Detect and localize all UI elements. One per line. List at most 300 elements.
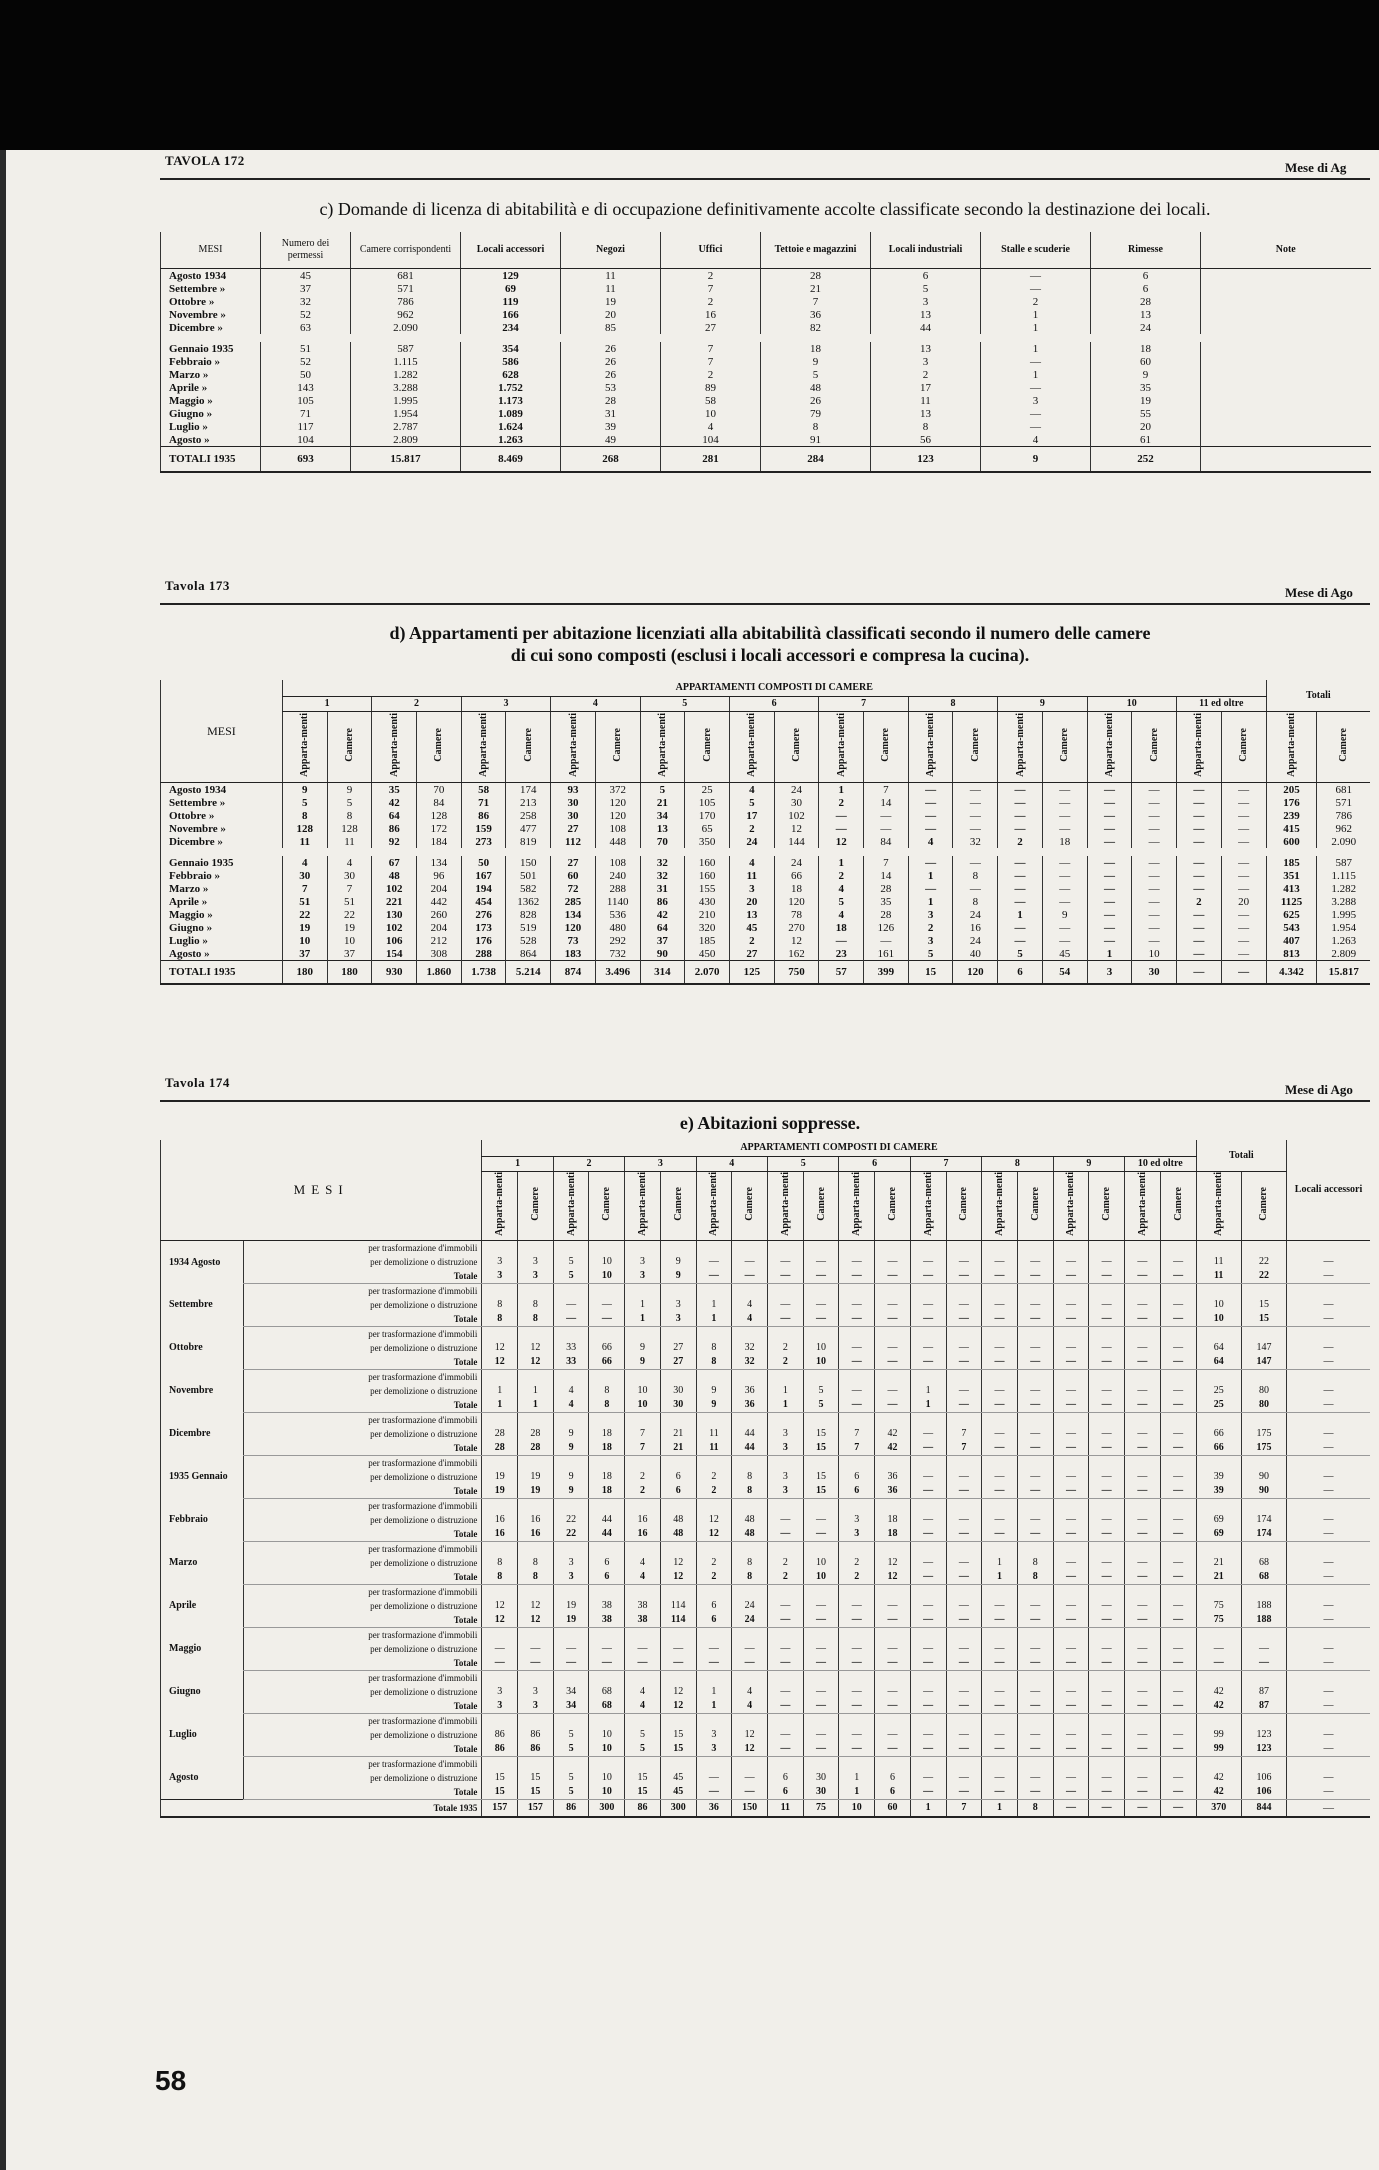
table-cell: — xyxy=(1017,1513,1053,1527)
row-description: Totale xyxy=(244,1613,482,1628)
table-cell: — xyxy=(1125,1742,1161,1757)
table-cell: 288 xyxy=(595,882,640,895)
month-label: Maggio xyxy=(161,1627,244,1670)
table-row xyxy=(161,282,1371,295)
table-cell: 1 xyxy=(819,856,864,869)
table-cell: 11 xyxy=(729,869,774,882)
table-cell: 23 xyxy=(819,947,864,961)
table-cell xyxy=(696,1713,732,1728)
table-cell: 20 xyxy=(561,308,661,321)
table-cell: 65 xyxy=(685,822,730,835)
table-row xyxy=(161,1728,1371,1742)
table-cell xyxy=(518,1584,554,1599)
table-cell xyxy=(1160,1713,1196,1728)
subheader-label: Camere xyxy=(815,1187,827,1221)
table-cell: 12 xyxy=(482,1355,518,1370)
table-cell xyxy=(518,1412,554,1427)
table-cell xyxy=(767,1541,803,1556)
table-cell: 50 xyxy=(461,856,506,869)
table-cell: 161 xyxy=(864,947,909,961)
month-total-row xyxy=(161,1398,1371,1413)
table-cell: 96 xyxy=(417,869,462,882)
table-cell: 12 xyxy=(875,1570,911,1585)
table-cell: 10 xyxy=(589,1771,625,1785)
table-cell: 9 xyxy=(553,1470,589,1484)
table-cell xyxy=(660,1326,696,1341)
month-total-row xyxy=(161,1656,1371,1671)
table-cell: 450 xyxy=(685,947,730,961)
subheader-label: Apparta-menti xyxy=(925,713,937,777)
table-cell: 18 xyxy=(589,1427,625,1441)
table-cell: — xyxy=(1160,1685,1196,1699)
table-cell xyxy=(660,1713,696,1728)
table-cell: — xyxy=(1089,1427,1125,1441)
table-cell: — xyxy=(982,1599,1018,1613)
table-cell: — xyxy=(1160,1513,1196,1527)
table-cell: — xyxy=(1160,1613,1196,1628)
table-cell: 30 xyxy=(660,1398,696,1413)
row-description: per trasformazione d'immobili xyxy=(244,1455,482,1470)
table-cell: 9 xyxy=(553,1427,589,1441)
table-cell: 130 xyxy=(372,908,417,921)
table-cell xyxy=(1053,1369,1089,1384)
table-cell: 11 xyxy=(696,1441,732,1456)
table-cell: 75 xyxy=(1196,1613,1241,1628)
table-cell xyxy=(839,1756,875,1771)
table-cell: 37 xyxy=(261,282,351,295)
table-cell: — xyxy=(839,1312,875,1327)
table-cell: 123 xyxy=(1241,1742,1286,1757)
table-cell xyxy=(1196,1627,1241,1642)
table-cell: 28 xyxy=(1091,295,1201,308)
total-cell: 15.817 xyxy=(1317,961,1370,985)
table-cell: 12 xyxy=(696,1527,732,1542)
table-cell: 32 xyxy=(732,1341,768,1355)
table-cell: — xyxy=(982,1470,1018,1484)
table-cell: 5 xyxy=(819,895,864,908)
table-cell: — xyxy=(982,1441,1018,1456)
table-cell: 4 xyxy=(625,1699,661,1714)
table-cell xyxy=(1089,1713,1125,1728)
table-cell: — xyxy=(982,1255,1018,1269)
table-cell: — xyxy=(1125,1685,1161,1699)
total-cell: 399 xyxy=(864,961,909,985)
subheader-label: Apparta-menti xyxy=(299,713,311,777)
table-cell: 3 xyxy=(767,1470,803,1484)
table-cell: — xyxy=(1017,1441,1053,1456)
table-cell: 9 xyxy=(327,783,372,797)
locali-accessori-cell: — xyxy=(1287,1799,1370,1817)
table-cell: 1 xyxy=(908,895,953,908)
table-cell: 12 xyxy=(518,1613,554,1628)
table-cell: — xyxy=(875,1699,911,1714)
table-cell: 2 xyxy=(767,1355,803,1370)
locali-accessori-cell xyxy=(1287,1713,1370,1728)
row-description: Totale xyxy=(244,1312,482,1327)
rooms-subheader xyxy=(1160,1172,1196,1241)
table-cell: 31 xyxy=(640,882,685,895)
table-cell xyxy=(1196,1584,1241,1599)
table-cell: 19 xyxy=(561,295,661,308)
table-cell xyxy=(839,1498,875,1513)
table-cell: 10 xyxy=(661,407,761,420)
table-cell xyxy=(875,1412,911,1427)
table-cell: — xyxy=(875,1398,911,1413)
table-cell: 5 xyxy=(803,1384,839,1398)
table-cell: — xyxy=(1132,934,1177,947)
table-cell xyxy=(1160,1326,1196,1341)
row-label: Novembre » xyxy=(161,822,283,835)
subheader-label: Camere xyxy=(744,1187,756,1221)
table-cell xyxy=(875,1541,911,1556)
group-number: 1 xyxy=(482,1157,553,1172)
table-cell xyxy=(910,1627,946,1642)
rooms-subheader xyxy=(946,1172,982,1241)
table-cell: 587 xyxy=(1317,856,1370,869)
table-cell: 128 xyxy=(327,822,372,835)
table-cell: — xyxy=(1132,856,1177,869)
table-cell: 24 xyxy=(732,1613,768,1628)
table-cell: 8 xyxy=(953,869,998,882)
table-cell: 48 xyxy=(732,1513,768,1527)
table-cell: 71 xyxy=(461,796,506,809)
table-cell xyxy=(1017,1455,1053,1470)
table-cell: 18 xyxy=(761,342,871,355)
table-cell: 5 xyxy=(871,282,981,295)
table-cell xyxy=(982,1670,1018,1685)
table-cell: 129 xyxy=(461,269,561,283)
table-cell: 13 xyxy=(1091,308,1201,321)
table-cell xyxy=(839,1369,875,1384)
rooms-subheader xyxy=(589,1172,625,1241)
table-cell xyxy=(803,1240,839,1255)
table-cell: 27 xyxy=(661,321,761,334)
table-cell: 16 xyxy=(518,1527,554,1542)
table-cell xyxy=(1017,1283,1053,1298)
table-cell: 4 xyxy=(981,433,1091,447)
table-cell xyxy=(589,1498,625,1513)
table-cell: 13 xyxy=(871,407,981,420)
table-cell: 106 xyxy=(1241,1771,1286,1785)
table-cell: 3 xyxy=(518,1699,554,1714)
table-cell: 18 xyxy=(875,1527,911,1542)
table-cell: — xyxy=(1053,1742,1089,1757)
table-cell: 147 xyxy=(1241,1341,1286,1355)
table-row xyxy=(161,407,1371,420)
table-cell: 25 xyxy=(1196,1398,1241,1413)
table-cell: 24 xyxy=(1091,321,1201,334)
table-cell: 2 xyxy=(871,368,981,381)
table-cell: 36 xyxy=(875,1470,911,1484)
table-cell: — xyxy=(1125,1355,1161,1370)
table-cell: 126 xyxy=(864,921,909,934)
table-cell xyxy=(946,1541,982,1556)
table-cell: — xyxy=(1089,1269,1125,1284)
rooms-subheader xyxy=(732,1172,768,1241)
table-cell xyxy=(660,1283,696,1298)
table-cell: 86 xyxy=(482,1742,518,1757)
table-row xyxy=(161,1556,1371,1570)
table-cell xyxy=(767,1498,803,1513)
table-cell: — xyxy=(1042,822,1087,835)
table-cell: 18 xyxy=(589,1484,625,1499)
total-cell: 7 xyxy=(946,1799,982,1817)
table-cell: 501 xyxy=(506,869,551,882)
table-cell: 11 xyxy=(327,835,372,848)
table-cell xyxy=(1196,1498,1241,1513)
row-label: Luglio » xyxy=(161,420,261,433)
table-cell: 1 xyxy=(982,1570,1018,1585)
table-cell: 234 xyxy=(461,321,561,334)
table-cell: 1 xyxy=(910,1398,946,1413)
table-cell: 108 xyxy=(595,856,640,869)
table-cell: 42 xyxy=(875,1427,911,1441)
table-cell: 86 xyxy=(372,822,417,835)
table-cell: 68 xyxy=(589,1685,625,1699)
table-cell: 7 xyxy=(946,1441,982,1456)
subheader-label: Apparta-menti xyxy=(478,713,490,777)
table-cell: — xyxy=(1132,796,1177,809)
table-cell: 12 xyxy=(875,1556,911,1570)
table-cell: — xyxy=(1017,1742,1053,1757)
table-cell: 8 xyxy=(1017,1556,1053,1570)
table-cell: — xyxy=(1160,1728,1196,1742)
table-cell xyxy=(839,1283,875,1298)
table-cell: — xyxy=(1196,1656,1241,1671)
table-cell xyxy=(875,1756,911,1771)
table-cell: — xyxy=(910,1312,946,1327)
table-cell xyxy=(696,1412,732,1427)
table-cell xyxy=(982,1713,1018,1728)
table-cell: 68 xyxy=(1241,1570,1286,1585)
table-cell xyxy=(839,1541,875,1556)
table-cell: — xyxy=(946,1470,982,1484)
table-cell: 415 xyxy=(1266,822,1317,835)
month-total-row xyxy=(161,1312,1371,1327)
table-cell: 258 xyxy=(506,809,551,822)
table-cell: — xyxy=(982,1685,1018,1699)
table-cell: 681 xyxy=(351,269,461,283)
table-cell: — xyxy=(946,1699,982,1714)
table-cell: 6 xyxy=(696,1599,732,1613)
total-cell: 75 xyxy=(803,1799,839,1817)
table-cell: 13 xyxy=(871,342,981,355)
total-cell: 1 xyxy=(982,1799,1018,1817)
table-cell: — xyxy=(1125,1642,1161,1656)
table-row xyxy=(161,1369,1371,1384)
table-cell: 68 xyxy=(589,1699,625,1714)
row-label: Marzo » xyxy=(161,882,283,895)
table-cell xyxy=(1196,1670,1241,1685)
table-cell: 66 xyxy=(589,1341,625,1355)
rooms-subheader xyxy=(953,712,998,783)
table-cell: 4 xyxy=(625,1685,661,1699)
table-cell: 19 xyxy=(518,1484,554,1499)
table-cell: 120 xyxy=(551,921,596,934)
table-cell: 18 xyxy=(589,1441,625,1456)
table-cell: — xyxy=(696,1269,732,1284)
table-cell: 3 xyxy=(908,934,953,947)
table-cell: 6 xyxy=(875,1785,911,1800)
table-cell: — xyxy=(696,1656,732,1671)
table-cell: 144 xyxy=(774,835,819,848)
group-number: 8 xyxy=(982,1157,1053,1172)
table-cell: — xyxy=(1089,1599,1125,1613)
table-cell: 86 xyxy=(461,809,506,822)
locali-accessori-cell xyxy=(1287,1455,1370,1470)
table-cell: 154 xyxy=(372,947,417,961)
row-description: per trasformazione d'immobili xyxy=(244,1713,482,1728)
table-row xyxy=(161,381,1371,394)
table-cell: — xyxy=(981,269,1091,283)
table-cell xyxy=(982,1369,1018,1384)
row-description: per trasformazione d'immobili xyxy=(244,1369,482,1384)
table-cell: 204 xyxy=(417,921,462,934)
table-cell: 5 xyxy=(803,1398,839,1413)
table-cell: 42 xyxy=(1196,1785,1241,1800)
apartments-subheader xyxy=(1125,1172,1161,1241)
table-cell: 114 xyxy=(660,1613,696,1628)
table-cell: — xyxy=(998,856,1043,869)
table-cell: — xyxy=(767,1599,803,1613)
table-d xyxy=(160,680,1370,985)
table-cell xyxy=(1125,1756,1161,1771)
table-cell xyxy=(767,1283,803,1298)
table-cell xyxy=(875,1498,911,1513)
table-cell xyxy=(839,1713,875,1728)
table-cell: — xyxy=(732,1656,768,1671)
table-cell: — xyxy=(946,1384,982,1398)
table-cell: 4 xyxy=(553,1384,589,1398)
table-cell: 45 xyxy=(729,921,774,934)
table-cell xyxy=(1053,1412,1089,1427)
table-cell: 6 xyxy=(875,1771,911,1785)
table-cell xyxy=(875,1455,911,1470)
table-cell: 2 xyxy=(696,1484,732,1499)
table-cell: — xyxy=(1017,1312,1053,1327)
table-cell: 31 xyxy=(561,407,661,420)
table-cell: — xyxy=(1053,1384,1089,1398)
table-cell xyxy=(803,1541,839,1556)
subheader-label: Apparta-menti xyxy=(1213,1172,1225,1236)
table-cell: 5 xyxy=(553,1742,589,1757)
table-cell: 4 xyxy=(282,856,327,869)
table-cell: 6 xyxy=(839,1470,875,1484)
table-cell: 12 xyxy=(819,835,864,848)
table-cell: 90 xyxy=(1241,1484,1286,1499)
table-cell: 586 xyxy=(461,355,561,368)
subheader-label: Camere xyxy=(672,1187,684,1221)
table-cell xyxy=(732,1240,768,1255)
table-cell xyxy=(910,1756,946,1771)
table-cell: 35 xyxy=(372,783,417,797)
table-cell: 3 xyxy=(482,1255,518,1269)
table-cell xyxy=(625,1326,661,1341)
table-cell: — xyxy=(1089,1341,1125,1355)
table-cell: — xyxy=(982,1355,1018,1370)
table-cell: — xyxy=(482,1642,518,1656)
table-row xyxy=(161,1713,1371,1728)
table-cell: — xyxy=(908,783,953,797)
table-cell: — xyxy=(1177,822,1222,835)
table-cell: 160 xyxy=(685,869,730,882)
rooms-subheader xyxy=(875,1172,911,1241)
table-cell: 42 xyxy=(875,1441,911,1456)
table-cell: 9 xyxy=(553,1441,589,1456)
table-cell xyxy=(1201,308,1371,321)
table-cell: — xyxy=(819,809,864,822)
table-cell: 1 xyxy=(908,869,953,882)
table-cell: 8 xyxy=(761,420,871,433)
table-cell: 15 xyxy=(518,1785,554,1800)
table-cell: 69 xyxy=(1196,1527,1241,1542)
table-cell: — xyxy=(1053,1398,1089,1413)
table-cell: 15 xyxy=(803,1484,839,1499)
row-description: per trasformazione d'immobili xyxy=(244,1412,482,1427)
table-row xyxy=(161,835,1371,848)
table-cell: 38 xyxy=(589,1613,625,1628)
table-cell xyxy=(518,1541,554,1556)
table-cell xyxy=(732,1713,768,1728)
table-cell: 64 xyxy=(1196,1341,1241,1355)
table-cell: 3 xyxy=(767,1441,803,1456)
total-cell: 844 xyxy=(1241,1799,1286,1817)
table-cell: — xyxy=(767,1699,803,1714)
table-cell: — xyxy=(946,1556,982,1570)
table-cell: 5 xyxy=(729,796,774,809)
table-cell: — xyxy=(1177,809,1222,822)
table-row xyxy=(161,1670,1371,1685)
table-cell: — xyxy=(1221,934,1266,947)
month-total-row xyxy=(161,1613,1371,1628)
table-cell: 143 xyxy=(261,381,351,394)
table-cell xyxy=(482,1498,518,1513)
table-cell xyxy=(1125,1455,1161,1470)
table-cell: — xyxy=(910,1685,946,1699)
table-cell xyxy=(1160,1412,1196,1427)
subheader-label: Camere xyxy=(433,728,445,762)
table-cell: — xyxy=(1087,869,1132,882)
table-cell xyxy=(1125,1584,1161,1599)
table-cell xyxy=(875,1240,911,1255)
table-cell: — xyxy=(1087,796,1132,809)
table-cell: 828 xyxy=(506,908,551,921)
locali-accessori-cell xyxy=(1287,1240,1370,1255)
table-cell xyxy=(553,1369,589,1384)
table-cell: 320 xyxy=(685,921,730,934)
row-label: Giugno » xyxy=(161,921,283,934)
table-cell xyxy=(767,1455,803,1470)
table-cell: 1 xyxy=(910,1384,946,1398)
table-cell xyxy=(910,1412,946,1427)
table-cell: 119 xyxy=(461,295,561,308)
table-cell: 3 xyxy=(660,1298,696,1312)
table-cell xyxy=(946,1240,982,1255)
table-cell: — xyxy=(982,1656,1018,1671)
table-cell xyxy=(875,1584,911,1599)
table-cell xyxy=(482,1670,518,1685)
table-cell: — xyxy=(1221,882,1266,895)
row-description: per trasformazione d'immobili xyxy=(244,1283,482,1298)
table-cell: 15 xyxy=(625,1785,661,1800)
table-cell: 27 xyxy=(551,856,596,869)
table-cell: — xyxy=(1087,934,1132,947)
table-cell: 15 xyxy=(1241,1298,1286,1312)
table-cell: 6 xyxy=(871,269,981,283)
table-cell: — xyxy=(1042,783,1087,797)
table-cell: 8 xyxy=(482,1312,518,1327)
table-cell: — xyxy=(1017,1341,1053,1355)
